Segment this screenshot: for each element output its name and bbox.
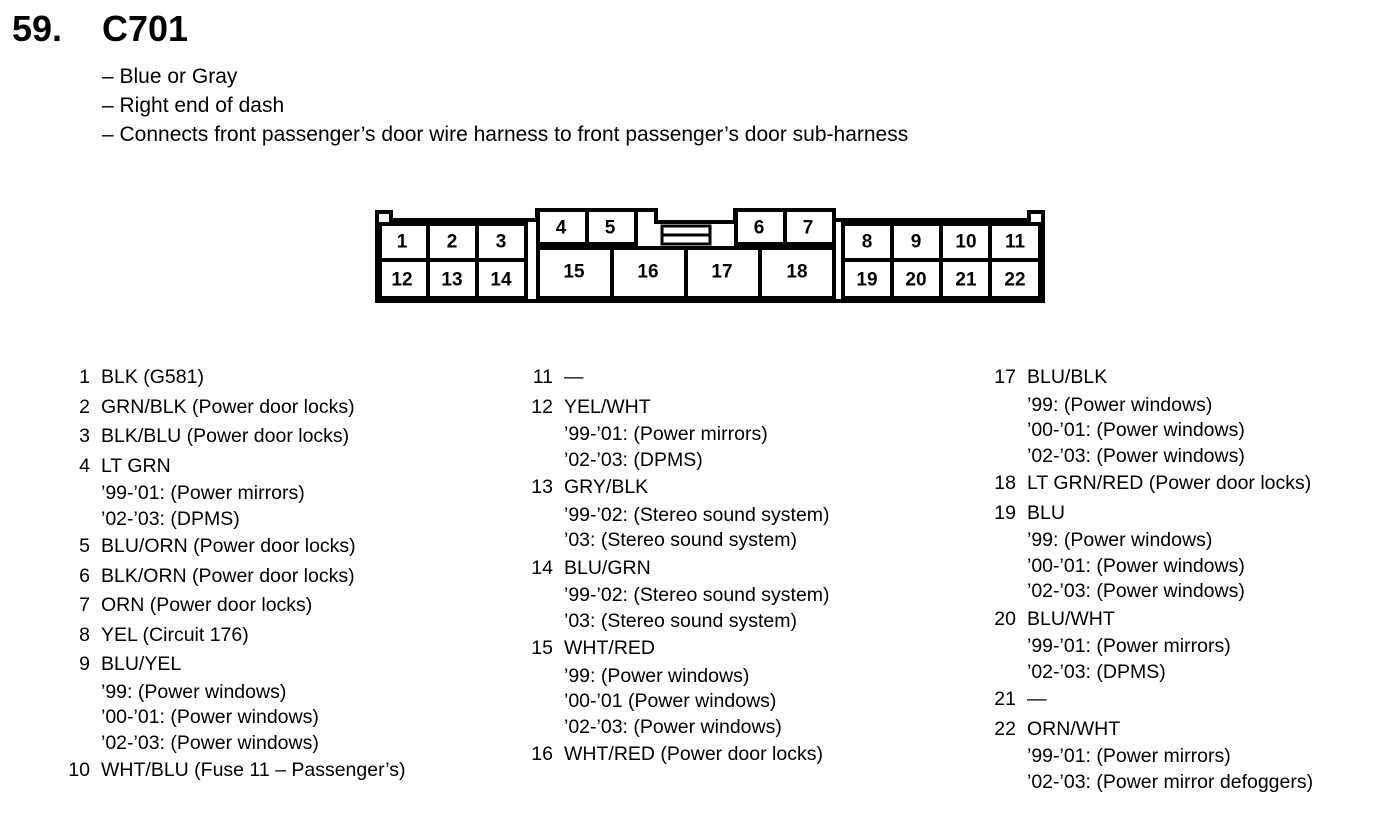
wire-color: BLK (G581) (101, 366, 204, 388)
wire-color: — (564, 366, 584, 388)
legend-entry-pin-13 (529, 473, 949, 554)
wire-color: BLU/WHT (1027, 607, 1115, 630)
circuit-detail: ’99-’01: (Power mirrors) (1027, 635, 1231, 657)
legend-column-3 (992, 363, 1387, 795)
wire-color: GRY/BLK (564, 476, 649, 498)
legend-entry-pin-9 (66, 650, 486, 756)
circuit-detail: ’02-’03: (Power mirror defoggers) (1027, 770, 1314, 793)
wire-color: BLK/BLU (Power door locks) (101, 425, 350, 447)
circuit-detail: ’00-’01 (Power windows) (564, 690, 777, 712)
legend-entry-head (529, 740, 949, 770)
circuit-detail: ’03: (Stereo sound system) (564, 529, 798, 551)
pin-number: 8 (79, 623, 90, 646)
circuit-detail: ’02-’03: (DPMS) (1027, 660, 1166, 683)
pin-number: 4 (79, 454, 90, 477)
pin-9: 9 (910, 231, 922, 253)
legend-entry-head (66, 532, 486, 562)
legend-entry-pin-19 (992, 499, 1387, 605)
pin-number: 6 (79, 564, 90, 587)
legend-entry-pin-14 (529, 554, 949, 635)
pin-number: 10 (68, 759, 90, 781)
pin-number: 20 (994, 607, 1016, 630)
legend-entry-head (66, 363, 486, 393)
pin-22: 22 (1004, 269, 1026, 291)
circuit-detail: ’00-’01: (Power windows) (101, 706, 319, 728)
legend-entry-head (66, 756, 486, 786)
wire-color: BLK/ORN (Power door locks) (101, 564, 355, 587)
circuit-detail: ’99-’01: (Power mirrors) (564, 423, 768, 445)
pin-20: 20 (905, 269, 927, 291)
legend-entry-pin-7 (66, 591, 486, 621)
pin-number: 14 (531, 556, 553, 579)
pin-10: 10 (955, 231, 977, 253)
circuit-detail: ’02-’03: (Power windows) (564, 715, 782, 738)
legend-entry-head (529, 363, 949, 393)
legend-entry-head (66, 621, 486, 651)
pin-4: 4 (555, 217, 567, 239)
pin-15: 15 (563, 261, 585, 283)
wire-color: BLU/ORN (Power door locks) (101, 535, 356, 557)
legend-column-2 (529, 363, 949, 770)
pin-18: 18 (786, 261, 808, 283)
legend-entry-head (992, 469, 1387, 499)
connector-id: C701 (102, 8, 189, 49)
wire-color: YEL/WHT (564, 395, 651, 418)
legend-entry-pin-15 (529, 634, 949, 740)
wire-color: BLU/YEL (101, 653, 182, 675)
pin-3: 3 (495, 231, 507, 253)
wire-color: — (1027, 688, 1047, 710)
legend-entry-pin-16 (529, 740, 949, 770)
pin-6: 6 (753, 217, 765, 239)
pin-number: 1 (79, 366, 90, 388)
pin-5: 5 (604, 217, 616, 239)
pin-14: 14 (490, 269, 512, 291)
wire-color: ORN/WHT (1027, 717, 1121, 740)
pin-number: 18 (994, 472, 1016, 494)
wire-color: GRN/BLK (Power door locks) (101, 395, 355, 418)
wire-color: BLU/BLK (1027, 366, 1108, 388)
legend-entry-head (66, 562, 486, 592)
legend-entry-head (66, 650, 486, 680)
legend-entry-head (66, 452, 486, 482)
pin-21: 21 (955, 269, 977, 291)
wire-color: WHT/RED (Power door locks) (564, 743, 823, 765)
circuit-detail: ’99-’02: (Stereo sound system) (564, 503, 830, 526)
connector-index: 59. (12, 8, 63, 49)
circuit-detail: ’00-’01: (Power windows) (1027, 419, 1245, 441)
wire-color: YEL (Circuit 176) (101, 623, 249, 646)
legend-entry-pin-6 (66, 562, 486, 592)
pin-number: 5 (79, 535, 90, 557)
legend-entry-head (992, 685, 1387, 715)
pin-number: 2 (79, 395, 90, 418)
pin-number: 22 (994, 717, 1016, 740)
pin-number: 17 (994, 366, 1016, 388)
circuit-detail: ’02-’03: (DPMS) (101, 507, 240, 530)
pin-17: 17 (711, 261, 733, 283)
legend-entry-head (992, 363, 1387, 393)
wire-color: WHT/RED (564, 637, 655, 659)
wire-color: LT GRN (101, 454, 171, 477)
pin-2: 2 (446, 231, 458, 253)
legend-entry-head (66, 422, 486, 452)
wire-color: BLU/GRN (564, 556, 651, 579)
circuit-detail: ’99: (Power windows) (1027, 529, 1213, 551)
legend-entry-pin-12 (529, 393, 949, 474)
legend-entry-head (529, 554, 949, 584)
circuit-detail: ’02-’03: (Power windows) (101, 731, 319, 754)
legend-entry-pin-8 (66, 621, 486, 651)
circuit-detail: ’02-’03: (Power windows) (1027, 580, 1245, 602)
legend-entry-pin-3 (66, 422, 486, 452)
legend-entry-pin-18 (992, 469, 1387, 499)
legend-entry-head (992, 715, 1387, 745)
legend-entry-pin-11 (529, 363, 949, 393)
pin-number: 7 (79, 594, 90, 616)
pin-number: 11 (532, 366, 553, 388)
pin-number: 13 (531, 476, 553, 498)
pin-13: 13 (441, 269, 463, 291)
pin-number: 3 (79, 425, 90, 447)
circuit-detail: ’99-’02: (Stereo sound system) (564, 584, 830, 606)
legend-entry-head (66, 393, 486, 423)
pin-11: 11 (1004, 231, 1026, 253)
legend-entry-pin-20 (992, 605, 1387, 686)
circuit-detail: ’02-’03: (DPMS) (564, 448, 703, 471)
circuit-detail: ’00-’01: (Power windows) (1027, 554, 1245, 577)
legend-entry-head (992, 499, 1387, 529)
pin-number: 12 (531, 395, 553, 418)
legend-entry-head (66, 591, 486, 621)
note-location: – Right end of dash (102, 94, 285, 117)
pin-number: 21 (994, 688, 1016, 710)
pin-16: 16 (637, 261, 659, 283)
legend-entry-pin-4 (66, 452, 486, 533)
pin-number: 15 (531, 637, 553, 659)
pin-8: 8 (861, 231, 873, 253)
legend-entry-head (529, 634, 949, 664)
legend-entry-pin-5 (66, 532, 486, 562)
legend-entry-pin-21 (992, 685, 1387, 715)
legend-entry-pin-17 (992, 363, 1387, 469)
legend-entry-pin-2 (66, 393, 486, 423)
legend-entry-head (529, 473, 949, 503)
circuit-detail: ’99-’01: (Power mirrors) (1027, 745, 1231, 767)
circuit-detail: ’99: (Power windows) (101, 680, 287, 703)
pin-number: 16 (531, 743, 553, 765)
legend-entry-pin-22 (992, 715, 1387, 796)
legend-entry-pin-10 (66, 756, 486, 786)
pin-number: 9 (79, 653, 90, 675)
note-color: – Blue or Gray (102, 65, 238, 88)
wire-color: LT GRN/RED (Power door locks) (1027, 472, 1312, 494)
circuit-detail: ’99: (Power windows) (1027, 393, 1213, 416)
note-description: – Connects front passenger’s door wire harness to front passenger’s door sub-harness (102, 123, 909, 146)
connector-diagram (0, 0, 1392, 330)
legend-entry-head (992, 605, 1387, 635)
legend-entry-head (529, 393, 949, 423)
pin-12: 12 (391, 269, 413, 291)
pin-number: 19 (994, 501, 1016, 524)
legend-column-1 (66, 363, 486, 786)
pin-7: 7 (802, 217, 814, 239)
legend-entry-pin-1 (66, 363, 486, 393)
wire-color: WHT/BLU (Fuse 11 – Passenger’s) (101, 759, 406, 781)
pin-1: 1 (396, 231, 408, 253)
circuit-detail: ’03: (Stereo sound system) (564, 609, 798, 632)
circuit-detail: ’02-’03: (Power windows) (1027, 444, 1245, 467)
circuit-detail: ’99: (Power windows) (564, 664, 750, 687)
wire-color: ORN (Power door locks) (101, 594, 313, 616)
wire-color: BLU (1027, 501, 1065, 524)
pin-19: 19 (856, 269, 878, 291)
circuit-detail: ’99-’01: (Power mirrors) (101, 482, 305, 504)
